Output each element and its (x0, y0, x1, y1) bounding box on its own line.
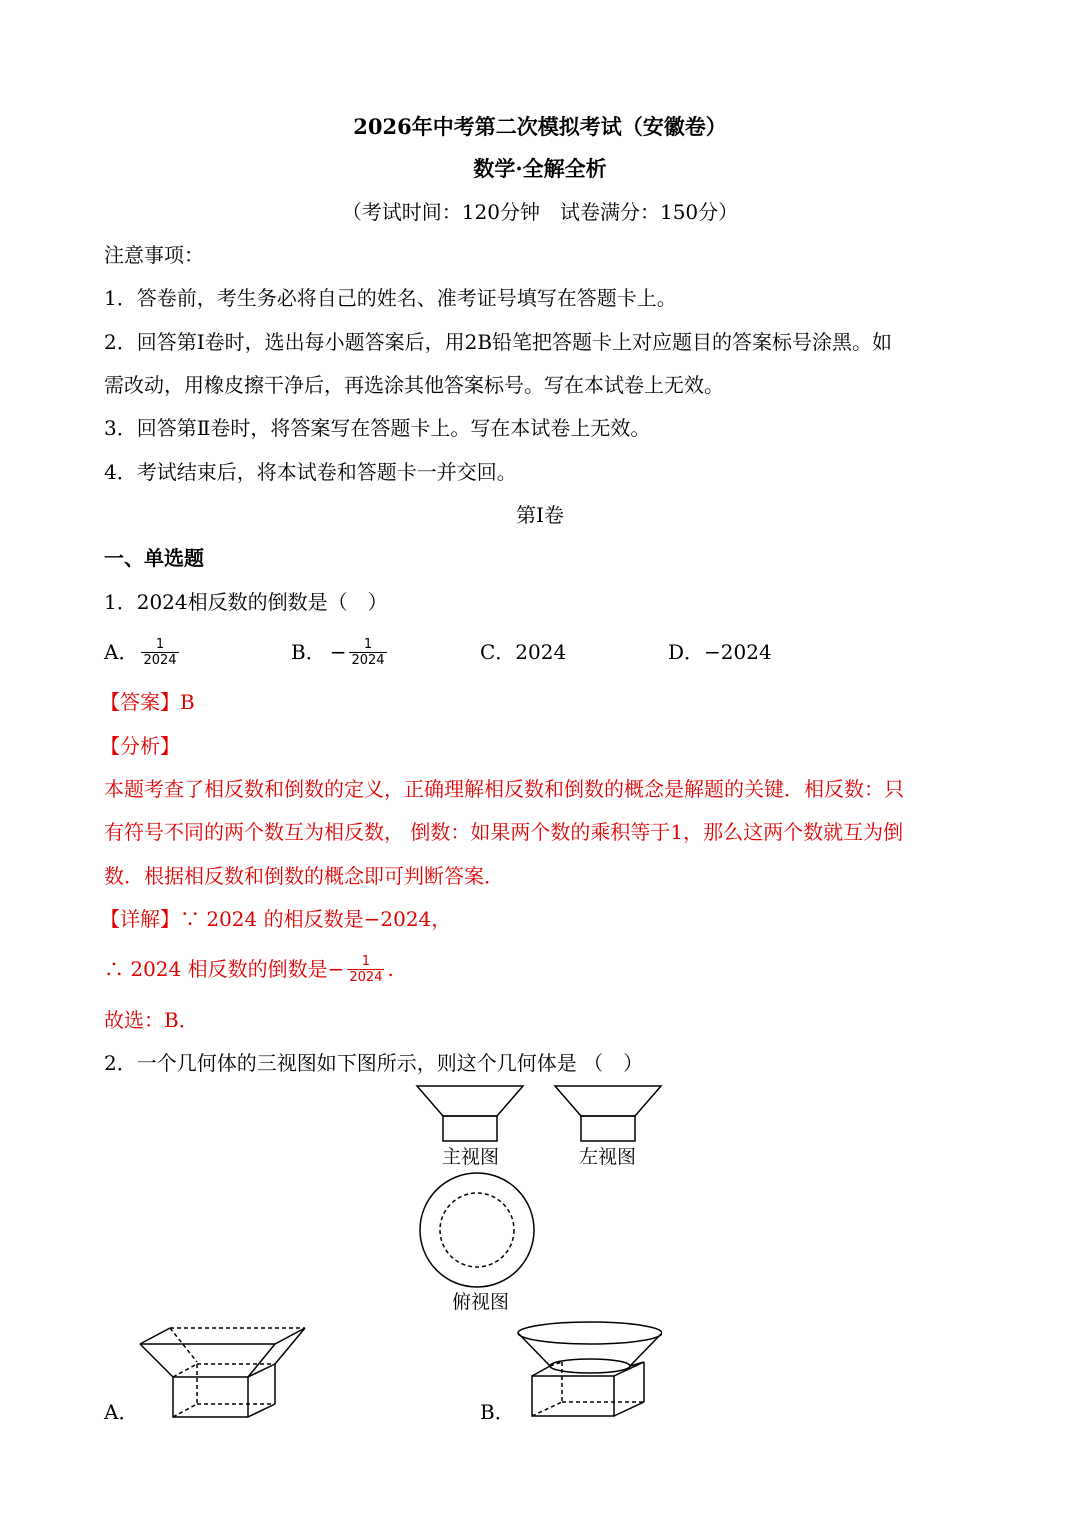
q1-detail-line2 (104, 948, 394, 990)
q1-option-a-fraction (141, 637, 178, 668)
q1-option-d: D．−2024 (668, 640, 772, 664)
top-view-outer-circle (420, 1173, 534, 1287)
notice-heading: 注意事项： (104, 243, 204, 267)
minus-sign: − (329, 640, 347, 664)
q1-detail-prefix: ∴ 2024 相反数的倒数是− (104, 957, 345, 981)
notice-item: 1．答卷前，考生务必将自己的姓名、准考证号填写在答题卡上。 (104, 286, 677, 310)
front-view-base (443, 1116, 497, 1141)
q2-option-a-label: A． (104, 1400, 139, 1424)
part-title: 第Ⅰ卷 (516, 503, 564, 527)
top-view-hidden-circle (440, 1193, 514, 1267)
option-b-solid-figure (512, 1318, 662, 1423)
left-view-trapezoid (555, 1086, 661, 1116)
exam-title: 2026年中考第二次模拟考试（安徽卷） (353, 114, 727, 139)
q1-analysis-line: 数．根据相反数和倒数的概念即可判断答案． (104, 864, 504, 888)
q1-option-b-fraction (349, 637, 386, 668)
notice-item: 3．回答第Ⅱ卷时，将答案写在答题卡上。写在本试卷上无效。 (104, 416, 651, 440)
q1-option-b (291, 632, 390, 672)
three-view-figure (405, 1082, 675, 1317)
q1-detail-suffix: . (387, 957, 394, 981)
notice-item: 4．考试结束后，将本试卷和答题卡一并交回。 (104, 460, 517, 484)
q1-detail-line1: 【详解】∵ 2024 的相反数是−2024， (100, 907, 452, 931)
q1-conclusion: 故选：B． (104, 1008, 199, 1032)
exam-subtitle: 数学·全解全析 (473, 156, 607, 181)
fraction-numerator: 1 (347, 954, 384, 970)
q1-analysis-line: 本题考查了相反数和倒数的定义，正确理解相反数和倒数的概念是解题的关键．相反数：只 (104, 777, 904, 801)
q1-detail-fraction (347, 954, 384, 985)
front-view-caption: 主视图 (442, 1146, 500, 1168)
fraction-denominator: 2024 (351, 652, 385, 668)
q2-stem: 2．一个几何体的三视图如下图所示，则这个几何体是 （ ） (104, 1051, 644, 1075)
left-view-base (581, 1116, 635, 1141)
notice-item: 需改动，用橡皮擦干净后，再选涂其他答案标号。写在本试卷上无效。 (104, 373, 724, 397)
q1-option-c: C．2024 (480, 640, 567, 664)
q1-analysis-line: 有符号不同的两个数互为相反数， 倒数：如果两个数的乘积等于1，那么这两个数就互为倒 (104, 820, 904, 844)
q1-option-b-label: B． (291, 640, 326, 664)
front-view-trapezoid (417, 1086, 523, 1116)
left-view-caption: 左视图 (579, 1146, 637, 1168)
q1-stem: 1．2024相反数的倒数是（ ） (104, 590, 388, 614)
notice-item: 2．回答第Ⅰ卷时，选出每小题答案后，用2B铅笔把答题卡上对应题目的答案标号涂黑。如 (104, 330, 893, 354)
fraction-denominator: 2024 (349, 969, 383, 985)
q1-option-a-label: A． (104, 640, 139, 664)
q1-option-a (104, 632, 182, 672)
fraction-numerator: 1 (349, 637, 386, 653)
q1-answer: 【答案】B (100, 690, 195, 714)
q2-option-b-label: B． (480, 1400, 515, 1424)
q1-analysis-label: 【分析】 (100, 734, 180, 758)
exam-info: （考试时间：120分钟 试卷满分：150分） (341, 200, 739, 224)
section-title: 一、单选题 (104, 546, 204, 570)
top-view-caption: 俯视图 (452, 1291, 510, 1313)
option-a-solid-figure (135, 1322, 310, 1422)
fraction-numerator: 1 (141, 637, 178, 653)
fraction-denominator: 2024 (143, 652, 177, 668)
